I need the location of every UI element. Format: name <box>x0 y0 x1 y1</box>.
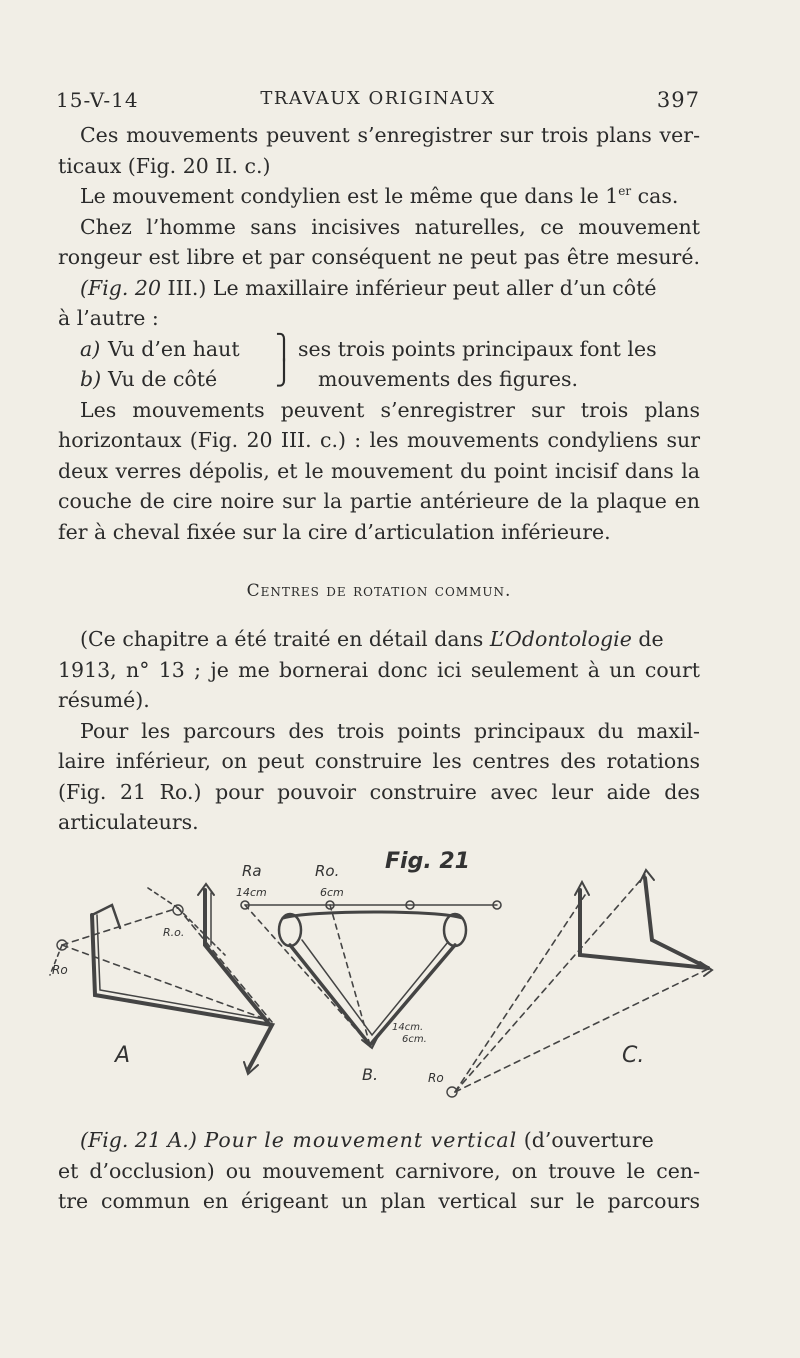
paragraph-line: 1913, n° 13 ; je me bornerai donc ici seulement à un court <box>58 657 700 682</box>
paragraph-line: à l’autre : <box>58 306 159 330</box>
paragraph-line: Pour les parcours des trois points principaux du maxil- <box>80 718 700 743</box>
figure-c-diagram <box>447 870 712 1097</box>
brace-top: ⎫ <box>275 332 293 361</box>
paragraph-line: fer à cheval fixée sur la cire d’articulation inférieure. <box>58 519 611 544</box>
paragraph-line: résumé). <box>58 688 150 712</box>
paragraph-line: et d’occlusion) ou mouvement carnivore, on trouve le cen- <box>58 1158 700 1183</box>
label-b-dimension-2: 6cm. <box>402 1034 427 1045</box>
paragraph-line: Les mouvements peuvent s’enregistrer sur trois plans <box>80 397 700 422</box>
paragraph-line: (Fig. 21 Ro.) pour pouvoir construire avec leur aide des <box>58 779 700 804</box>
header-date: 15-V-14 <box>56 88 139 112</box>
paragraph-line: tre commun en érigeant un plan vertical sur le parcours <box>58 1189 700 1213</box>
paragraph-line: rongeur est libre et par conséquent ne peut pas être mesuré. <box>58 245 700 269</box>
label-a: A <box>115 1043 131 1068</box>
paragraph-line: Le mouvement condylien est le même que dans le 1er cas. <box>80 184 679 208</box>
paragraph-line: (Fig. 20 III.) Le maxillaire inférieur peut aller d’un côté <box>80 275 657 300</box>
label-ro-left: Ro <box>52 963 68 977</box>
label-ro-small: R.o. <box>163 926 185 939</box>
paragraph-line: (Fig. 21 A.) Pour le mouvement vertical (d’ouverture <box>80 1128 654 1152</box>
label-ro-dimension: 6cm <box>320 886 344 899</box>
paragraph-line: Chez l’homme sans incisives naturelles, ce mouvement <box>80 214 700 239</box>
label-ra-dimension: 14cm <box>236 886 267 899</box>
page-number: 397 <box>656 88 700 112</box>
brace-bottom: ⎭ <box>275 359 293 387</box>
label-ra: Ra <box>242 862 262 880</box>
label-b: B. <box>362 1065 379 1084</box>
paragraph-line: deux verres dépolis, et le mouvement du point incisif dans la <box>58 458 700 483</box>
label-ro-bottom: Ro <box>428 1071 444 1085</box>
list-item: b) Vu de côté ⎭ mouvements des figures. <box>80 359 579 391</box>
paragraph-line: articulateurs. <box>58 810 199 834</box>
label-b-dimension-1: 14cm. <box>392 1022 424 1033</box>
list-item: a) Vu d’en haut ⎫ ses trois points principaux font les <box>80 332 657 361</box>
paragraph-line: couche de cire noire sur la partie antérieure de la plaque en <box>58 489 700 513</box>
figure-title: Fig. 21 <box>385 849 470 874</box>
paragraph-line: ticaux (Fig. 20 II. c.) <box>58 153 271 178</box>
text-block-bottom <box>58 1125 700 1217</box>
figure-b-diagram <box>241 901 501 1048</box>
label-ro-top: Ro. <box>315 862 340 880</box>
paragraph-line: Ces mouvements peuvent s’enregistrer sur trois plans ver- <box>80 123 700 147</box>
label-c: C. <box>622 1043 645 1068</box>
figure-a-diagram <box>50 884 272 1074</box>
section-heading: Centres de rotation commun. <box>246 581 512 601</box>
paragraph-line: (Ce chapitre a été traité en détail dans L’Odontologie de <box>80 627 664 651</box>
header-title: TRAVAUX ORIGINAUX <box>260 88 496 109</box>
paragraph-line: laire inférieur, on peut construire les centres des rotations <box>58 749 700 773</box>
paragraph-line: horizontaux (Fig. 20 III. c.) : les mouvements condyliens sur <box>58 428 700 452</box>
